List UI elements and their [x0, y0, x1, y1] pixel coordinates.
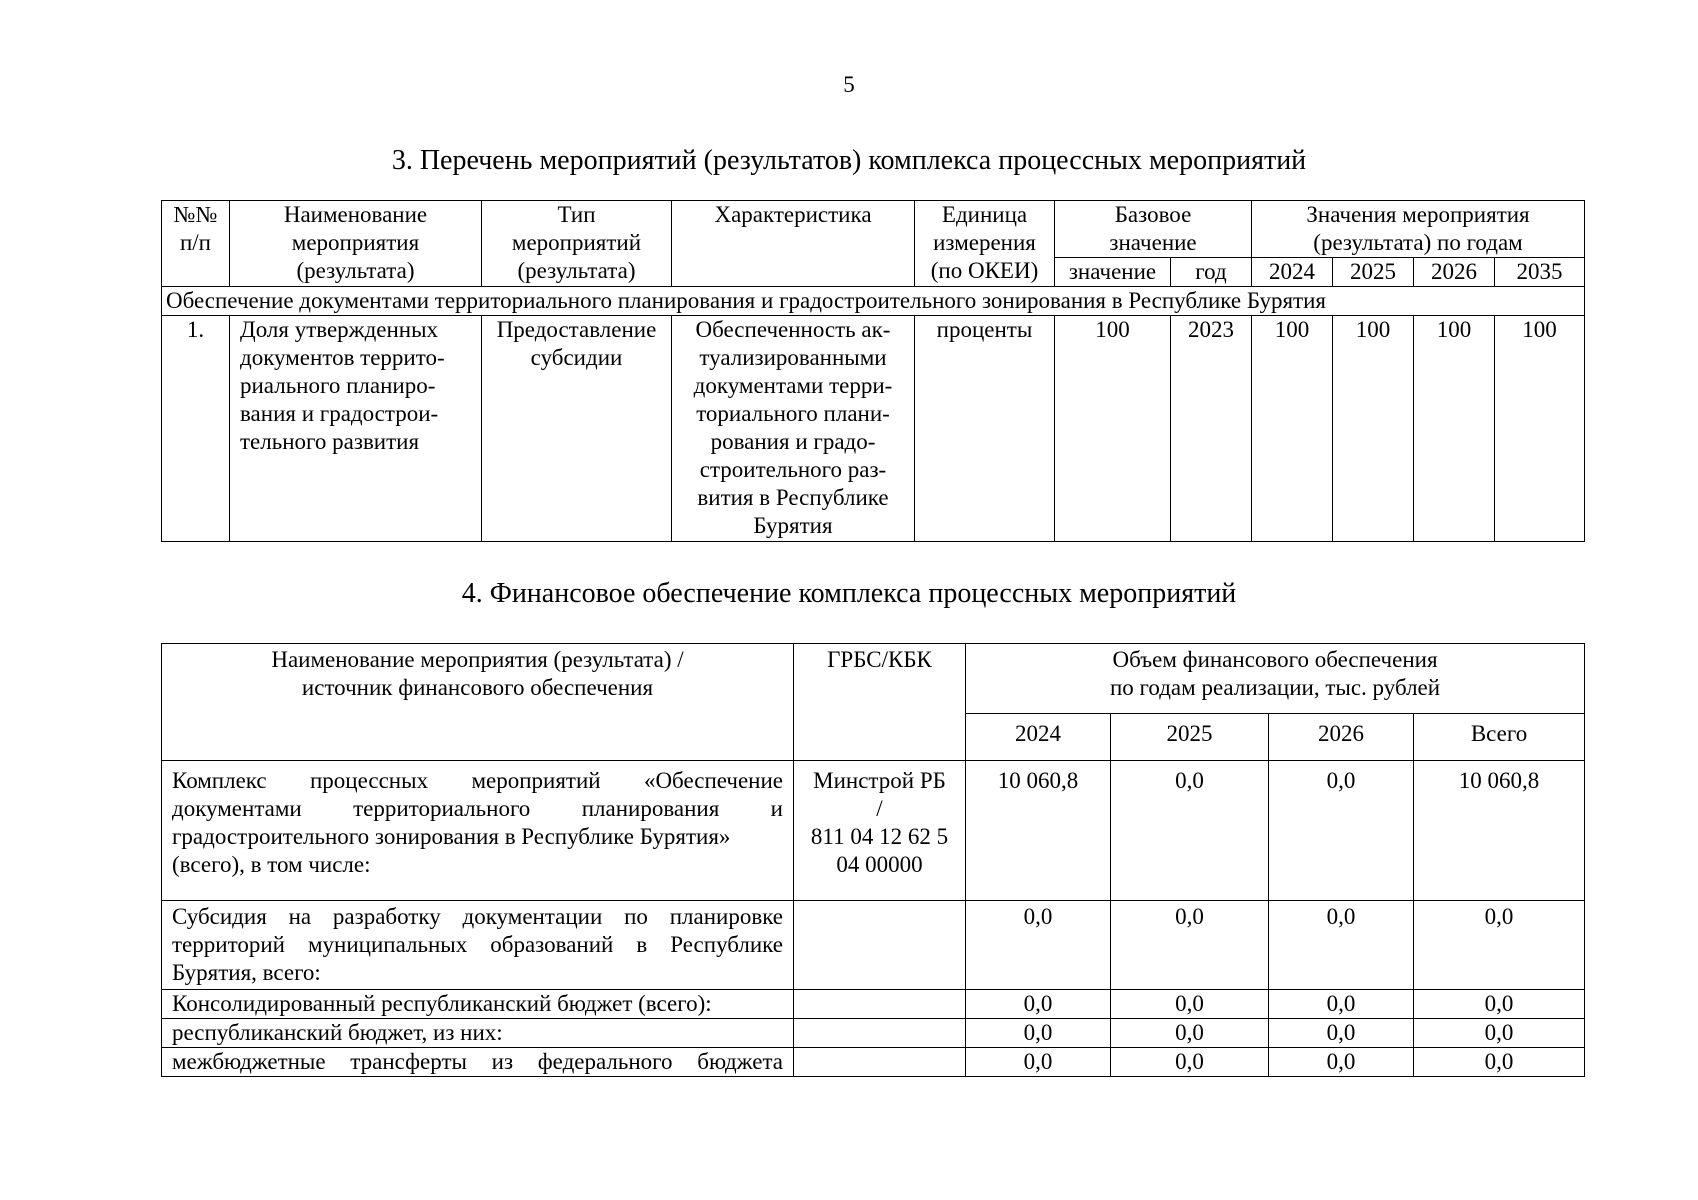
header-fin-name: Наименование мероприятия (результата) / источник финансового обеспечения [162, 644, 794, 761]
row-republican-total: 0,0 [1414, 1019, 1585, 1048]
table-row [162, 316, 1585, 542]
row-complex-2025: 0,0 [1111, 761, 1269, 901]
table-row [162, 901, 1585, 990]
measures-table [161, 200, 1585, 542]
row-value-2026: 100 [1414, 316, 1495, 542]
row-complex-2026: 0,0 [1269, 761, 1414, 901]
row-consolidated-2025: 0,0 [1111, 990, 1269, 1019]
section-4-title: 4. Финансовое обеспечение комплекса процессных мероприятий [461, 578, 1237, 609]
section-3-title: 3. Перечень мероприятий (результатов) комплекса процессных мероприятий [391, 145, 1307, 176]
header-unit: Единица измерения (по ОКЕИ) [915, 201, 1055, 287]
row-federal-transfers-2026: 0,0 [1269, 1048, 1414, 1077]
header-num: №№ п/п [162, 201, 230, 287]
header-year-2026: 2026 [1414, 258, 1495, 287]
row-consolidated-grbs [794, 990, 966, 1019]
row-consolidated-total: 0,0 [1414, 990, 1585, 1019]
row-subsidy-2024: 0,0 [966, 901, 1111, 990]
header-grbs: ГРБС/КБК [794, 644, 966, 761]
group-row: Обеспечение документами территориального планирования и градостроительного зонирования в Республике Бурятия [162, 287, 1585, 316]
row-federal-transfers-name: межбюджетные трансферты из федерального бюджета [162, 1048, 794, 1077]
header-characteristic: Характеристика [672, 201, 915, 287]
row-subsidy-2026: 0,0 [1269, 901, 1414, 990]
row-base-value: 100 [1055, 316, 1171, 542]
header-values-by-year: Значения мероприятия (результата) по годам [1252, 201, 1585, 258]
header-fin-total: Всего [1414, 714, 1585, 761]
header-base-year: год [1171, 258, 1252, 287]
row-value-2035: 100 [1495, 316, 1585, 542]
header-year-2024: 2024 [1252, 258, 1333, 287]
row-republican-2024: 0,0 [966, 1019, 1111, 1048]
financing-table [161, 643, 1585, 1077]
row-republican-2026: 0,0 [1269, 1019, 1414, 1048]
row-value-2024: 100 [1252, 316, 1333, 542]
header-volume: Объем финансового обеспечения по годам реализации, тыс. рублей [966, 644, 1585, 714]
row-name: Доля утвержденных документов террито- риального планиро- вания и градострои- тельного развития [230, 316, 482, 542]
row-federal-transfers-2025: 0,0 [1111, 1048, 1269, 1077]
header-base: Базовое значение [1055, 201, 1252, 258]
header-fin-2024: 2024 [966, 714, 1111, 761]
row-consolidated-2024: 0,0 [966, 990, 1111, 1019]
header-year-2025: 2025 [1333, 258, 1414, 287]
row-republican-name: республиканский бюджет, из них: [162, 1019, 794, 1048]
header-fin-2025: 2025 [1111, 714, 1269, 761]
header-year-2035: 2035 [1495, 258, 1585, 287]
row-subsidy-total: 0,0 [1414, 901, 1585, 990]
row-base-year: 2023 [1171, 316, 1252, 542]
row-complex-name: Комплекс процессных мероприятий «Обеспечение документами территориального планирования и градостроительного зонирования в Республике Бурятия» [172, 768, 783, 849]
row-subsidy-name: Субсидия на разработку документации по планировке территорий муниципальных образований в Республике Бурятия, всего: [162, 901, 794, 990]
table-row [162, 1048, 1585, 1077]
row-republican-2025: 0,0 [1111, 1019, 1269, 1048]
row-complex-name-cell [162, 761, 794, 901]
header-base-value: значение [1055, 258, 1171, 287]
table-row [162, 1019, 1585, 1048]
row-complex-name-tail: (всего), в том числе: [172, 852, 371, 877]
row-unit: проценты [915, 316, 1055, 542]
row-characteristic: Обеспеченность ак- туализированными документами терри- ториального плани- рования и градо- строительного раз- вития в Республике Бурятия [672, 316, 915, 542]
row-complex-2024: 10 060,8 [966, 761, 1111, 901]
row-republican-grbs [794, 1019, 966, 1048]
page-number: 5 [843, 72, 855, 97]
row-consolidated-2026: 0,0 [1269, 990, 1414, 1019]
table-row [162, 990, 1585, 1019]
row-consolidated-name: Консолидированный республиканский бюджет (всего): [162, 990, 794, 1019]
header-name: Наименование мероприятия (результата) [230, 201, 482, 287]
row-federal-transfers-2024: 0,0 [966, 1048, 1111, 1077]
row-complex-grbs: Минстрой РБ / 811 04 12 62 5 04 00000 [794, 761, 966, 901]
table-row [162, 761, 1585, 901]
row-federal-transfers-grbs [794, 1048, 966, 1077]
row-complex-total: 10 060,8 [1414, 761, 1585, 901]
header-type: Тип мероприятий (результата) [482, 201, 672, 287]
row-subsidy-grbs [794, 901, 966, 990]
row-federal-transfers-total: 0,0 [1414, 1048, 1585, 1077]
row-type: Предоставление субсидии [482, 316, 672, 542]
header-fin-2026: 2026 [1269, 714, 1414, 761]
row-value-2025: 100 [1333, 316, 1414, 542]
row-num: 1. [162, 316, 230, 542]
row-subsidy-2025: 0,0 [1111, 901, 1269, 990]
